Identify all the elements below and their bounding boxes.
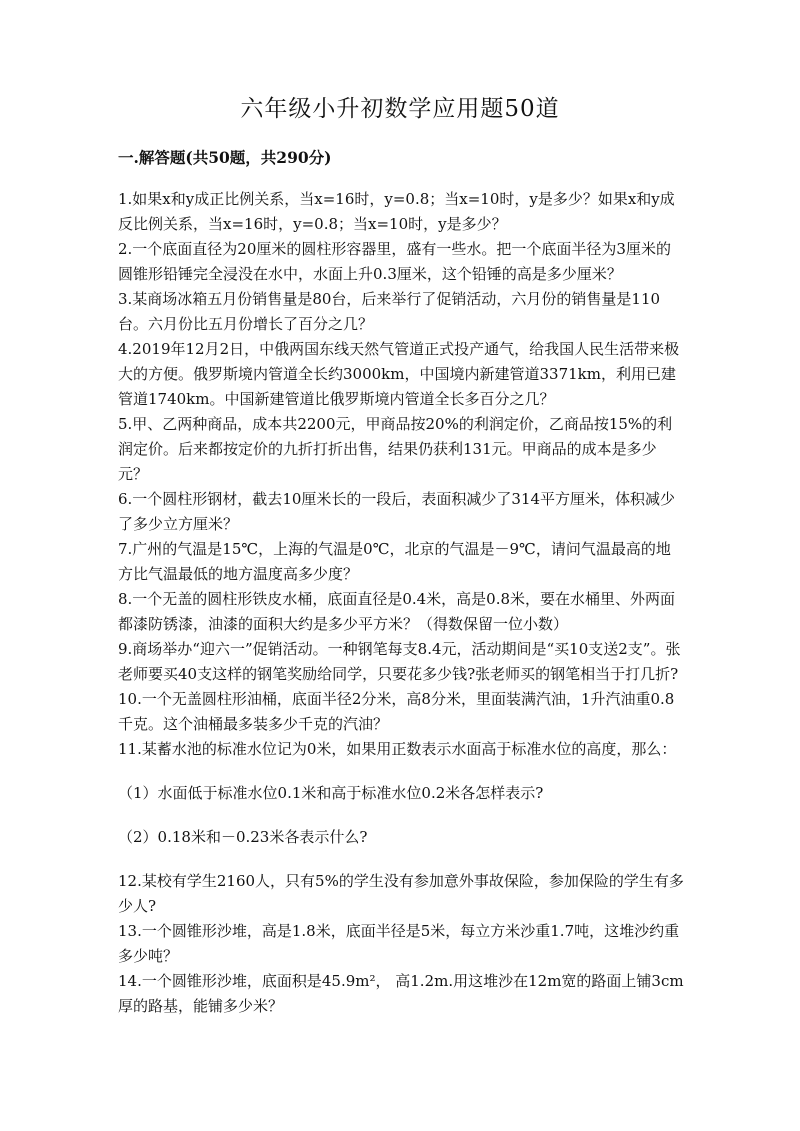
question-item: 9.商场举办“迎六一”促销活动。一种钢笔每支8.4元，活动期间是“买10支送2支”。张老师要买40支这样的钢笔奖励给同学，只要花多少钱?张老师买的钢笔相当于打几折? xyxy=(118,640,681,683)
question-item: 8.一个无盖的圆柱形铁皮水桶，底面直径是0.4米，高是0.8米，要在水桶里、外两面都漆防锈漆，油漆的面积大约是多少平方米？（得数保留一位小数） xyxy=(118,590,676,633)
question-item: 11.某蓄水池的标准水位记为0米，如果用正数表示水面高于标准水位的高度，那么： xyxy=(118,740,677,758)
sub-question-item: （1）水面低于标准水位0.1米和高于标准水位0.2米各怎样表示? xyxy=(118,784,544,802)
spacer xyxy=(118,762,684,781)
question-item: 6.一个圆柱形钢材，截去10厘米长的一段后，表面积减少了314平方厘米，体积减少了多少立方厘米？ xyxy=(118,490,676,533)
question-item: 14.一个圆锥形沙堆，底面积是45.9m²， 高1.2m.用这堆沙在12m宽的路面上铺3cm厚的路基，能铺多少米？ xyxy=(118,972,684,1015)
section-heading: 一.解答题(共50题，共290分) xyxy=(118,148,332,167)
question-item: 10.一个无盖圆柱形油桶，底面半径2分米，高8分米，里面装满汽油，1升汽油重0.8千克。这个油桶最多装多少千克的汽油？ xyxy=(118,690,675,733)
spacer xyxy=(118,806,684,825)
question-item: 12.某校有学生2160人，只有5%的学生没有参加意外事故保险，参加保险的学生有多少人? xyxy=(118,872,684,915)
question-list xyxy=(118,187,684,1019)
question-item: 7.广州的气温是15℃，上海的气温是0℃，北京的气温是－9℃，请问气温最高的地方比气温最低的地方温度高多少度？ xyxy=(118,540,671,583)
spacer xyxy=(118,850,684,869)
question-item: 1.如果x和y成正比例关系，当x=16时，y=0.8；当x=10时，y是多少？如果x和y成反比例关系，当x=16时，y=0.8；当x=10时，y是多少？ xyxy=(118,190,675,233)
page-title: 六年级小升初数学应用题50道 xyxy=(240,96,560,122)
question-item: 5.甲、乙两种商品，成本共2200元，甲商品按20%的利润定价，乙商品按15%的利润定价。后来都按定价的九折打折出售，结果仍获利131元。甲商品的成本是多少元？ xyxy=(118,415,673,483)
question-item: 2.一个底面直径为20厘米的圆柱形容器里，盛有一些水。把一个底面半径为3厘米的圆锥形铅锤完全浸没在水中，水面上升0.3厘米，这个铅锤的高是多少厘米？ xyxy=(118,240,671,283)
question-item: 4.2019年12月2日，中俄两国东线天然气管道正式投产通气，给我国人民生活带来极大的方便。俄罗斯境内管道全长约3000km，中国境内新建管道3371km，利用已建管道1740km。中国新建管道比俄罗斯境内管道全长多百分之几？ xyxy=(118,340,680,408)
question-item: 13.一个圆锥形沙堆，高是1.8米，底面半径是5米，每立方米沙重1.7吨，这堆沙约重多少吨？ xyxy=(118,922,680,965)
question-item: 3.某商场冰箱五月份销售量是80台，后来举行了促销活动，六月份的销售量是110台。六月份比五月份增长了百分之几？ xyxy=(118,290,661,333)
sub-question-item: （2）0.18米和－0.23米各表示什么? xyxy=(118,828,368,846)
